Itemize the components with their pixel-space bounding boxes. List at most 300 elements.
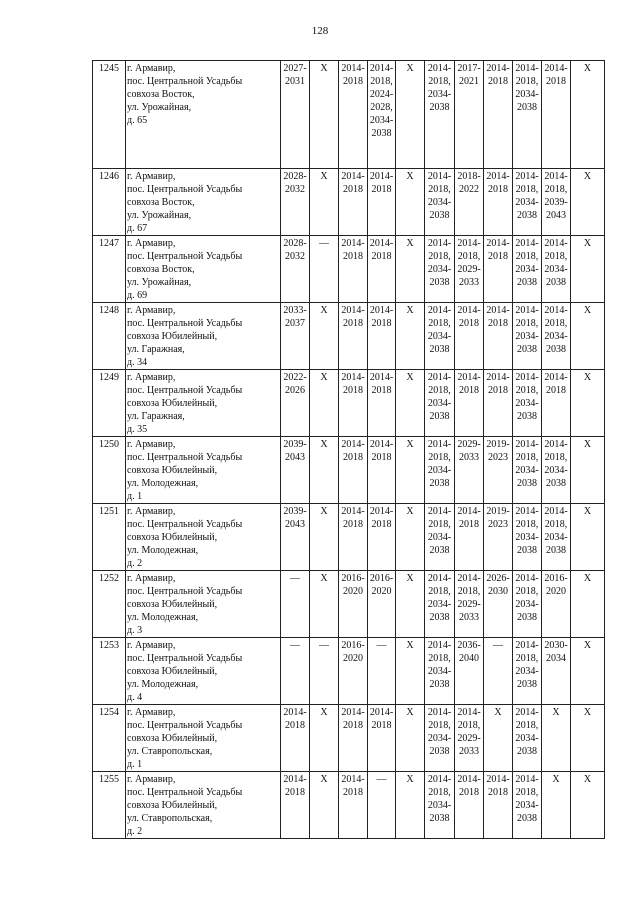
address-line: пос. Центральной Усадьбы (127, 385, 243, 396)
period-cell-1 (281, 571, 310, 638)
period-line: 2018, (544, 318, 568, 329)
period-cell-5 (396, 571, 425, 638)
period-line: 2018, (544, 519, 568, 530)
table-row (93, 772, 605, 839)
table-row (93, 638, 605, 705)
period-line: 2014- (457, 506, 481, 517)
period-line: 2018 (371, 318, 392, 329)
period-line: 2038 (517, 411, 537, 422)
period-line: 2038 (429, 813, 450, 824)
period-cell-9 (513, 61, 542, 169)
address-line: пос. Центральной Усадьбы (127, 653, 243, 664)
period-line: — (290, 573, 300, 584)
period-line: 2022- (283, 372, 307, 383)
period-line: 2029- (457, 264, 481, 275)
address-cell (126, 772, 281, 839)
address-cell (126, 169, 281, 236)
period-line: 2034- (515, 89, 539, 100)
period-line: 2014- (369, 506, 394, 517)
period-line: 2014- (544, 372, 568, 383)
period-line: X (406, 640, 414, 651)
period-line: 2034- (515, 599, 539, 610)
period-cell-7 (455, 772, 484, 839)
period-cell-4 (368, 370, 396, 437)
period-cell-7 (455, 169, 484, 236)
period-line: 2033 (459, 277, 479, 288)
period-cell-6 (425, 772, 455, 839)
period-cell-4 (368, 437, 396, 504)
period-line: 2014- (369, 63, 394, 74)
period-line: 2018, (515, 653, 539, 664)
period-line: 2018, (428, 787, 451, 798)
period-line: 2014- (427, 439, 452, 450)
address-line: д. 1 (127, 491, 143, 502)
period-line: 2034- (515, 733, 539, 744)
period-line: X (320, 171, 328, 182)
period-cell-3 (339, 504, 368, 571)
period-line: 2018 (546, 76, 566, 87)
period-line: 2039- (283, 506, 307, 517)
period-line: 2021 (459, 76, 479, 87)
period-line: 2038 (546, 277, 566, 288)
address-line: д. 1 (127, 759, 143, 770)
period-line: 2014- (369, 707, 394, 718)
address-line: ул. Ставропольская, (127, 746, 213, 757)
period-cell-1 (281, 236, 310, 303)
address-line: д. 4 (127, 692, 143, 703)
period-line: 2034- (427, 197, 452, 208)
period-line: 2014- (486, 238, 510, 249)
period-line: 2020 (546, 586, 566, 597)
period-cell-2 (310, 638, 339, 705)
address-line: ул. Урожайная, (127, 277, 192, 288)
address-cell (126, 61, 281, 169)
period-line: 2014- (515, 640, 539, 651)
row-number: 1255 (93, 772, 126, 839)
period-line: 2014- (341, 238, 365, 249)
address-line: г. Армавир, (127, 305, 176, 316)
period-cell-9 (513, 705, 542, 772)
period-line: 2034- (427, 599, 452, 610)
period-line: 2014- (457, 305, 481, 316)
period-line: 2019- (486, 506, 510, 517)
period-cell-10 (542, 61, 571, 169)
period-line: 2038 (429, 746, 450, 757)
period-cell-11 (571, 772, 605, 839)
period-cell-4 (368, 638, 396, 705)
period-line: 2014- (486, 305, 510, 316)
period-line: 2031 (285, 76, 305, 87)
period-cell-11 (571, 370, 605, 437)
period-line: 2018, (515, 184, 539, 195)
period-line: 2014- (283, 774, 307, 785)
address-line: д. 65 (127, 115, 148, 126)
address-line: г. Армавир, (127, 238, 176, 249)
period-line: 2018, (457, 720, 481, 731)
address-cell (126, 303, 281, 370)
period-line: 2014- (427, 63, 452, 74)
period-line: 2032 (285, 251, 305, 262)
period-cell-4 (368, 504, 396, 571)
period-line: 2016- (341, 573, 365, 584)
period-line: 2018, (544, 251, 568, 262)
period-cell-8 (484, 638, 513, 705)
period-line: 2023 (488, 452, 508, 463)
table-row (93, 504, 605, 571)
period-cell-2 (310, 61, 339, 169)
period-line: 2014- (544, 439, 568, 450)
table-row (93, 236, 605, 303)
period-cell-6 (425, 638, 455, 705)
period-cell-9 (513, 772, 542, 839)
address-line: ул. Урожайная, (127, 102, 192, 113)
period-cell-7 (455, 236, 484, 303)
address-line: совхоза Юбилейный, (127, 800, 218, 811)
period-line: 2018 (285, 720, 305, 731)
period-line: 2034- (515, 398, 539, 409)
period-cell-8 (484, 61, 513, 169)
period-cell-1 (281, 169, 310, 236)
address-line: пос. Центральной Усадьбы (127, 586, 243, 597)
period-cell-1 (281, 303, 310, 370)
period-line: 2014- (486, 372, 510, 383)
address-line: пос. Центральной Усадьбы (127, 184, 243, 195)
address-line: ул. Гаражная, (127, 411, 185, 422)
period-cell-1 (281, 705, 310, 772)
period-line: X (583, 774, 592, 785)
period-line: 2018 (459, 519, 479, 530)
period-line: 2038 (429, 612, 450, 623)
period-line: 2018, (457, 251, 481, 262)
period-line: 2038 (546, 478, 566, 489)
period-cell-4 (368, 61, 396, 169)
period-line: 2018 (343, 76, 363, 87)
period-line: 2034- (427, 398, 452, 409)
period-line: 2037 (285, 318, 305, 329)
period-cell-1 (281, 437, 310, 504)
period-line: 2038 (429, 210, 450, 221)
period-line: — (290, 640, 300, 651)
period-line: 2024- (369, 89, 394, 100)
period-line: 2014- (515, 573, 539, 584)
table-row (93, 437, 605, 504)
period-cell-4 (368, 169, 396, 236)
period-line: 2014- (486, 171, 510, 182)
period-line: 2014- (515, 63, 539, 74)
period-line: 2034- (544, 264, 568, 275)
period-line: 2030 (488, 586, 508, 597)
period-line: X (583, 372, 592, 383)
period-cell-6 (425, 61, 455, 169)
period-line: X (406, 707, 414, 718)
period-line: X (583, 171, 592, 182)
period-line: 2016- (369, 573, 394, 584)
address-line: ул. Урожайная, (127, 210, 192, 221)
period-line: 2018 (459, 385, 479, 396)
address-line: д. 34 (127, 357, 148, 368)
period-cell-5 (396, 370, 425, 437)
period-line: 2038 (429, 411, 450, 422)
period-cell-4 (368, 705, 396, 772)
period-line: 2038 (517, 746, 537, 757)
period-line: 2018 (285, 787, 305, 798)
period-line: 2018 (343, 385, 363, 396)
period-line: 2034- (427, 264, 452, 275)
period-cell-3 (339, 303, 368, 370)
period-line: 2018, (428, 586, 451, 597)
period-line: 2018 (488, 318, 508, 329)
period-cell-1 (281, 504, 310, 571)
period-cell-10 (542, 370, 571, 437)
period-line: 2038 (517, 102, 537, 113)
period-line: 2023 (488, 519, 508, 530)
period-line: 2038 (517, 612, 537, 623)
period-cell-3 (339, 705, 368, 772)
period-line: 2038 (517, 344, 537, 355)
period-line: 2036- (457, 640, 481, 651)
period-line: 2018, (515, 519, 539, 530)
period-line: 2014- (515, 238, 539, 249)
address-line: ул. Молодежная, (127, 679, 199, 690)
period-line: 2040 (459, 653, 479, 664)
period-line: 2018, (428, 318, 451, 329)
period-line: 2014- (544, 63, 568, 74)
period-line: — (319, 238, 329, 249)
period-cell-11 (571, 169, 605, 236)
period-line: 2014- (341, 305, 365, 316)
period-line: 2033 (459, 746, 479, 757)
period-cell-5 (396, 705, 425, 772)
period-cell-10 (542, 772, 571, 839)
period-line: X (320, 573, 328, 584)
period-cell-5 (396, 61, 425, 169)
period-cell-6 (425, 705, 455, 772)
period-line: 2034 (546, 653, 566, 664)
period-cell-4 (368, 772, 396, 839)
period-line: 2014- (457, 707, 481, 718)
period-cell-6 (425, 437, 455, 504)
period-line: 2018 (371, 720, 392, 731)
period-line: 2014- (515, 305, 539, 316)
address-line: совхоза Юбилейный, (127, 532, 218, 543)
period-line: 2018 (459, 318, 479, 329)
period-cell-6 (425, 303, 455, 370)
register-table (92, 60, 605, 839)
period-line: 2014- (341, 372, 365, 383)
row-number: 1248 (93, 303, 126, 370)
period-cell-1 (281, 772, 310, 839)
period-cell-8 (484, 169, 513, 236)
period-line: — (376, 640, 387, 651)
period-cell-8 (484, 504, 513, 571)
period-line: 2014- (544, 506, 568, 517)
period-line: 2034- (427, 733, 452, 744)
period-line: 2039- (283, 439, 307, 450)
period-cell-2 (310, 571, 339, 638)
register-table-body (93, 61, 605, 839)
period-line: 2018 (488, 385, 508, 396)
period-line: 2018 (343, 519, 363, 530)
period-cell-6 (425, 236, 455, 303)
period-cell-3 (339, 571, 368, 638)
period-line: 2020 (371, 586, 392, 597)
period-line: 2034- (427, 666, 452, 677)
period-line: X (583, 63, 592, 74)
period-line: 2038 (546, 545, 566, 556)
period-line: 2014- (427, 238, 452, 249)
period-cell-1 (281, 638, 310, 705)
period-line: 2016- (341, 640, 365, 651)
address-line: г. Армавир, (127, 640, 176, 651)
address-line: г. Армавир, (127, 171, 176, 182)
address-line: ул. Молодежная, (127, 478, 199, 489)
period-line: 2034- (515, 800, 539, 811)
address-line: г. Армавир, (127, 573, 176, 584)
period-cell-10 (542, 169, 571, 236)
address-line: совхоза Восток, (127, 197, 195, 208)
period-line: 2018, (428, 519, 451, 530)
address-line: ул. Молодежная, (127, 612, 199, 623)
period-cell-7 (455, 638, 484, 705)
address-line: ул. Ставропольская, (127, 813, 213, 824)
period-cell-2 (310, 772, 339, 839)
period-line: 2029- (457, 439, 481, 450)
period-line: X (494, 707, 502, 718)
period-line: 2014- (427, 774, 452, 785)
row-number: 1250 (93, 437, 126, 504)
period-line: 2018, (515, 385, 539, 396)
period-cell-8 (484, 571, 513, 638)
period-cell-3 (339, 437, 368, 504)
period-line: 2018, (544, 452, 568, 463)
period-line: 2018, (428, 184, 451, 195)
period-cell-2 (310, 303, 339, 370)
period-line: X (406, 573, 414, 584)
period-line: 2016- (544, 573, 568, 584)
period-line: 2018 (343, 452, 363, 463)
period-line: 2014- (515, 439, 539, 450)
period-cell-2 (310, 504, 339, 571)
period-cell-3 (339, 61, 368, 169)
period-line: 2038 (517, 210, 537, 221)
period-line: 2028- (283, 171, 307, 182)
period-line: 2038 (517, 545, 537, 556)
period-line: 2018, (515, 251, 539, 262)
period-line: 2018 (488, 787, 508, 798)
period-cell-5 (396, 169, 425, 236)
period-cell-7 (455, 370, 484, 437)
period-line: 2018 (343, 787, 363, 798)
period-line: 2038 (517, 277, 537, 288)
address-line: совхоза Юбилейный, (127, 398, 218, 409)
period-line: 2014- (341, 774, 365, 785)
period-cell-8 (484, 370, 513, 437)
period-line: X (406, 372, 414, 383)
period-cell-9 (513, 236, 542, 303)
period-line: 2034- (515, 666, 539, 677)
period-line: 2014- (486, 774, 510, 785)
address-cell (126, 638, 281, 705)
table-row (93, 370, 605, 437)
period-line: 2014- (341, 439, 365, 450)
period-cell-4 (368, 303, 396, 370)
period-cell-5 (396, 504, 425, 571)
period-line: X (583, 439, 592, 450)
period-line: 2034- (515, 197, 539, 208)
period-line: 2014- (457, 774, 481, 785)
period-line: 2033- (283, 305, 307, 316)
period-line: 2018, (515, 720, 539, 731)
period-line: 2018 (343, 184, 363, 195)
table-row (93, 169, 605, 236)
address-line: совхоза Восток, (127, 89, 195, 100)
period-cell-10 (542, 303, 571, 370)
address-line: пос. Центральной Усадьбы (127, 318, 243, 329)
period-line: X (583, 707, 592, 718)
period-line: 2034- (515, 331, 539, 342)
period-line: 2028, (370, 102, 393, 113)
period-cell-7 (455, 303, 484, 370)
period-cell-11 (571, 61, 605, 169)
period-cell-7 (455, 504, 484, 571)
address-line: пос. Центральной Усадьбы (127, 76, 243, 87)
period-line: 2014- (427, 305, 452, 316)
period-line: 2014- (427, 573, 452, 584)
period-line: 2018 (546, 385, 566, 396)
address-line: д. 2 (127, 558, 143, 569)
period-cell-4 (368, 236, 396, 303)
period-cell-5 (396, 303, 425, 370)
address-line: совхоза Юбилейный, (127, 666, 218, 677)
period-cell-8 (484, 772, 513, 839)
period-line: 2038 (371, 128, 392, 139)
period-line: 2018 (459, 787, 479, 798)
period-cell-9 (513, 303, 542, 370)
period-line: 2034- (544, 532, 568, 543)
row-number: 1245 (93, 61, 126, 169)
period-line: 2038 (429, 277, 450, 288)
period-cell-10 (542, 638, 571, 705)
period-line: X (583, 506, 592, 517)
period-line: 2018 (343, 318, 363, 329)
period-line: 2018, (515, 452, 539, 463)
period-cell-3 (339, 638, 368, 705)
period-cell-6 (425, 571, 455, 638)
period-line: 2014- (515, 171, 539, 182)
address-line: пос. Центральной Усадьбы (127, 251, 243, 262)
period-line: 2034- (544, 465, 568, 476)
address-line: ул. Молодежная, (127, 545, 199, 556)
address-line: совхоза Юбилейный, (127, 465, 218, 476)
period-cell-11 (571, 504, 605, 571)
period-cell-9 (513, 504, 542, 571)
address-line: пос. Центральной Усадьбы (127, 519, 243, 530)
period-line: 2018 (488, 76, 508, 87)
address-line: г. Армавир, (127, 63, 176, 74)
period-line: 2038 (429, 545, 450, 556)
period-line: 2038 (517, 679, 537, 690)
address-line: пос. Центральной Усадьбы (127, 720, 243, 731)
period-cell-8 (484, 705, 513, 772)
period-line: 2043 (285, 452, 305, 463)
address-line: пос. Центральной Усадьбы (127, 452, 243, 463)
address-cell (126, 705, 281, 772)
period-line: 2038 (429, 679, 450, 690)
period-line: 2018, (428, 251, 451, 262)
period-line: X (320, 305, 328, 316)
period-line: 2018, (428, 385, 451, 396)
period-line: 2043 (546, 210, 566, 221)
